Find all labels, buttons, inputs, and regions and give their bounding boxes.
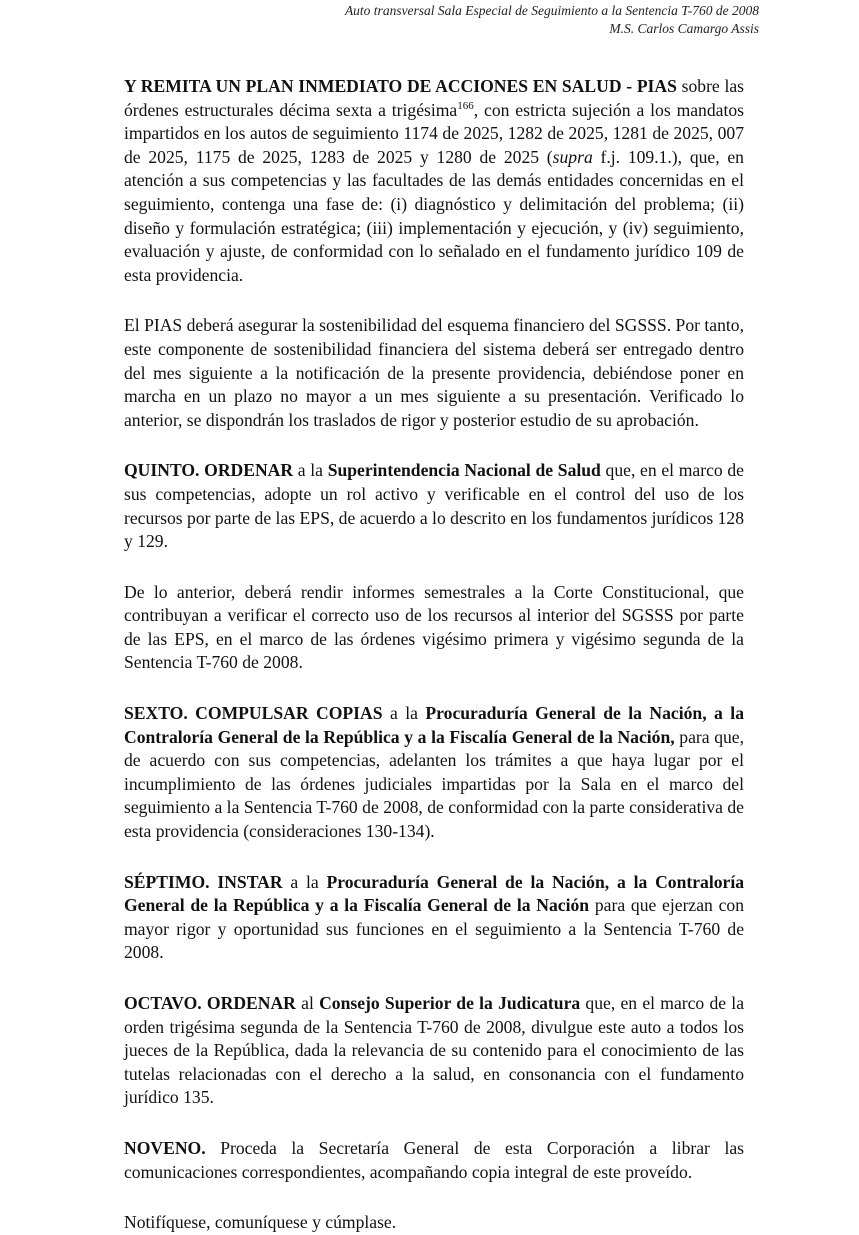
octavo-text: que, en el marco de la orden trigésima segunda de la Sentencia T-760 de 2008, divulgue este auto a todos los jueces de la República, dada la relevancia de su contenido para el conocimiento de las tutelas relacionadas con el derecho a la salud, en consonancia con el fundamento jurídico 135. (124, 993, 744, 1108)
sexto-entities: Procuraduría General de la Nación, a la Contraloría General de la República y a la Fiscalía General de la Nación, (124, 703, 744, 747)
quinto-connector: a la (293, 460, 328, 481)
septimo-heading: SÉPTIMO. INSTAR (124, 871, 283, 892)
paragraph-septimo (124, 871, 744, 965)
sexto-text: para que, de acuerdo con sus competencias, adelanten los trámites a que haya lugar por el incumplimiento de las órdenes judiciales impartidas por la Sala en el marco del seguimiento a la Sentencia T-760 de 2008, de conformidad con la parte considerativa de esta providencia (consideraciones 130-134). (124, 726, 745, 842)
noveno-heading: NOVENO. (124, 1137, 206, 1158)
noveno-text: Proceda la Secretaría General de esta Corporación a librar las comunicaciones correspondientes, acompañando copia integral de este proveído. (124, 1137, 744, 1182)
paragraph-quinto (124, 459, 744, 553)
sexto-heading: SEXTO. COMPULSAR COPIAS (124, 703, 383, 724)
sustainability-text: El PIAS deberá asegurar la sostenibilidad del esquema financiero del SGSSS. Por tanto, este componente de sostenibilidad financiera del sistema deberá ser entregado dentro del mes siguiente a la notificación de la presente providencia, debiéndose poner en marcha en un plazo no mayor a un mes siguiente a su presentación. Verificado lo anterior, se dispondrán los traslados de rigor y posterior estudio de su aprobación. (124, 315, 744, 430)
paragraph-sexto (124, 702, 744, 844)
pias-text-c: f.j. 109.1.), que, en atención a sus competencias y las facultades de las demás entidades concernidas en el seguimiento, contenga una fase de: (i) diagnóstico y delimitación del problema; (ii) diseño y formulación estratégica; (iii) implementación y ejecución, y (iv) seguimiento, evaluación y ajuste, de conformidad con lo señalado en el fundamento jurídico 109 de esta providencia. (124, 146, 744, 285)
quinto-entity: Superintendencia Nacional de Salud (327, 460, 601, 481)
sexto-connector: a la (382, 703, 426, 724)
footnote-ref: 166 (457, 99, 474, 112)
septimo-connector: a la (282, 871, 327, 892)
octavo-connector: al (295, 993, 320, 1013)
paragraph-noveno (124, 1137, 744, 1184)
octavo-entity: Consejo Superior de la Judicatura (319, 993, 581, 1013)
quinto-heading: QUINTO. ORDENAR (124, 460, 294, 481)
octavo-heading: OCTAVO. ORDENAR (124, 993, 296, 1013)
paragraph-octavo (124, 992, 744, 1110)
pias-heading: Y REMITA UN PLAN INMEDIATO DE ACCIONES EN SALUD - PIAS (124, 76, 677, 96)
paragraph-pias-sustainability (124, 314, 744, 432)
pias-italic-supra: supra (552, 146, 593, 167)
quinto-text: que, en el marco de sus competencias, adopte un rol activo y verificable en el control del uso de los recursos por parte de las EPS, de acuerdo a lo descrito en los fundamentos jurídicos 128 y 129. (124, 460, 744, 552)
header-magistrate: M.S. Carlos Camargo Assis (609, 21, 759, 36)
pias-text-b: , con estricta sujeción a los mandatos impartidos en los autos de seguimiento 1174 de 2025, 1282 de 2025, 1281 de 2025, 007 de 2025, 1175 de 2025, 1283 de 2025 y 1280 de 2025 ( (124, 99, 744, 167)
septimo-text: para que ejerzan con mayor rigor y oportunidad sus funciones en el seguimiento a la Sentencia T-760 de 2008. (124, 895, 745, 963)
reports-text: De lo anterior, deberá rendir informes semestrales a la Corte Constitucional, que contribuyan a verificar el correcto uso de los recursos al interior del SGSSS por parte de las EPS, en el marco de las órdenes vigésimo primera y vigésimo segunda de la Sentencia T-760 de 2008. (124, 581, 744, 673)
closing-text: Notifíquese, comuníquese y cúmplase. (124, 1212, 397, 1233)
paragraph-reports (124, 581, 744, 675)
septimo-entities: Procuraduría General de la Nación, a la Contraloría General de la República y a la Fiscalía General de la Nación (124, 871, 744, 916)
header-case-title: Auto transversal Sala Especial de Seguimiento a la Sentencia T-760 de 2008 (344, 3, 759, 18)
document-body (124, 75, 744, 1235)
pias-text-a: sobre las órdenes estructurales décima sexta a trigésima (124, 76, 744, 120)
paragraph-closing (124, 1211, 744, 1235)
page-header (345, 2, 759, 38)
paragraph-pias-order (124, 75, 744, 287)
